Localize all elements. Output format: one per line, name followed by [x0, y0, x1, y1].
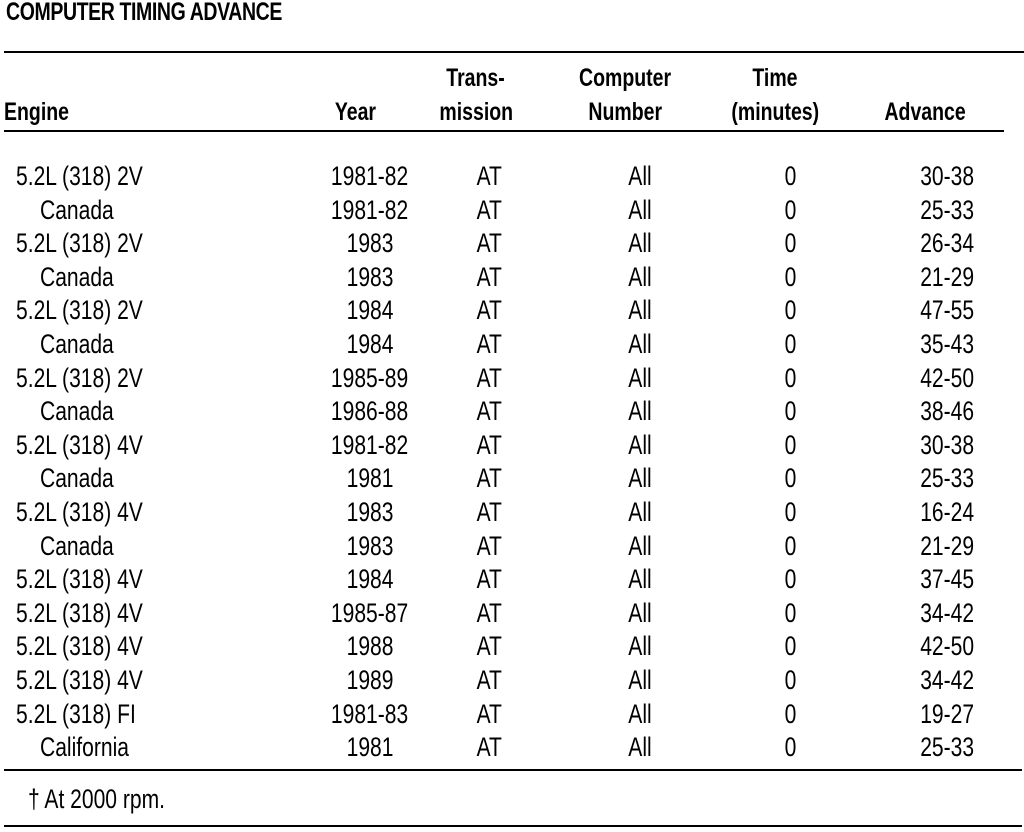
engine-cell: 5.2L (318) 4V: [16, 597, 143, 628]
advance-cell: 37-45: [920, 564, 974, 595]
footnote: † At 2000 rpm.: [28, 784, 165, 814]
transmission-cell: AT: [476, 597, 502, 628]
table-row: [0, 731, 1024, 764]
advance-cell: 26-34: [920, 228, 974, 259]
advance-cell: 25-33: [920, 732, 974, 763]
time-cell: 0: [785, 463, 797, 494]
table-row: [0, 630, 1024, 663]
header-rule: [4, 130, 1004, 132]
transmission-cell: AT: [476, 564, 502, 595]
year-cell: 1984: [346, 295, 394, 326]
transmission-cell: AT: [476, 228, 502, 259]
time-cell: 0: [785, 228, 797, 259]
year-cell: 1983: [346, 497, 394, 527]
advance-cell: 19-27: [920, 698, 974, 729]
year-cell: 1981-82: [331, 429, 409, 460]
computer-number-cell: All: [628, 194, 652, 225]
computer-number-cell: All: [628, 497, 652, 527]
time-cell: 0: [785, 194, 797, 225]
header-time-line-2: (minutes): [731, 98, 819, 126]
header-computer-line-2: Number: [588, 98, 662, 126]
header-transmission-line-2: mission: [439, 98, 513, 126]
computer-number-cell: All: [628, 732, 652, 763]
year-cell: 1984: [346, 329, 394, 359]
footnote-top-rule: [4, 769, 1022, 771]
computer-number-cell: All: [628, 665, 652, 695]
engine-cell: California: [40, 732, 129, 763]
time-cell: 0: [785, 295, 797, 326]
time-cell: 0: [785, 631, 797, 662]
transmission-cell: AT: [476, 161, 502, 191]
advance-cell: 21-29: [920, 530, 974, 561]
computer-number-cell: All: [628, 396, 652, 427]
top-rule: [4, 51, 1024, 53]
year-cell: 1989: [346, 665, 394, 695]
engine-cell: 5.2L (318) 2V: [16, 228, 143, 259]
header-transmission-line-1: Trans-: [446, 64, 506, 92]
header-computer-line-1: Computer: [578, 64, 672, 92]
time-cell: 0: [785, 161, 797, 191]
computer-number-cell: All: [628, 463, 652, 494]
engine-cell: 5.2L (318) 4V: [16, 631, 143, 662]
advance-cell: 34-42: [920, 665, 974, 695]
engine-cell: Canada: [40, 329, 114, 359]
transmission-cell: AT: [476, 698, 502, 729]
computer-number-cell: All: [628, 362, 652, 393]
table-row: [0, 462, 1024, 495]
transmission-cell: AT: [476, 665, 502, 695]
table-row: [0, 698, 1024, 731]
table-row: [0, 664, 1024, 697]
time-cell: 0: [785, 362, 797, 393]
engine-cell: 5.2L (318) 4V: [16, 665, 143, 695]
year-cell: 1981-82: [331, 161, 409, 191]
engine-cell: Canada: [40, 396, 114, 427]
transmission-cell: AT: [476, 497, 502, 527]
transmission-cell: AT: [476, 362, 502, 393]
page-title: COMPUTER TIMING ADVANCE: [6, 0, 282, 26]
header-year: Year: [334, 98, 376, 126]
engine-cell: Canada: [40, 463, 114, 494]
computer-number-cell: All: [628, 530, 652, 561]
year-cell: 1983: [346, 530, 394, 561]
computer-number-cell: All: [628, 429, 652, 460]
engine-cell: 5.2L (318) FI: [16, 698, 136, 729]
computer-number-cell: All: [628, 295, 652, 326]
transmission-cell: AT: [476, 530, 502, 561]
footnote-bottom-rule: [4, 825, 1022, 827]
year-cell: 1984: [346, 564, 394, 595]
table-row: [0, 530, 1024, 563]
year-cell: 1986-88: [331, 396, 409, 427]
advance-cell: 21-29: [920, 261, 974, 292]
table-row: [0, 294, 1024, 327]
transmission-cell: AT: [476, 732, 502, 763]
year-cell: 1981-82: [331, 194, 409, 225]
table-row: [0, 496, 1024, 529]
transmission-cell: AT: [476, 429, 502, 460]
table-row: [0, 362, 1024, 395]
computer-number-cell: All: [628, 228, 652, 259]
year-cell: 1985-87: [331, 597, 409, 628]
time-cell: 0: [785, 732, 797, 763]
advance-cell: 25-33: [920, 194, 974, 225]
table-row: [0, 328, 1024, 361]
time-cell: 0: [785, 396, 797, 427]
year-cell: 1981: [346, 732, 394, 763]
advance-cell: 30-38: [920, 429, 974, 460]
time-cell: 0: [785, 497, 797, 527]
advance-cell: 42-50: [920, 631, 974, 662]
transmission-cell: AT: [476, 194, 502, 225]
engine-cell: 5.2L (318) 2V: [16, 295, 143, 326]
year-cell: 1983: [346, 228, 394, 259]
engine-cell: Canada: [40, 530, 114, 561]
transmission-cell: AT: [476, 295, 502, 326]
engine-cell: 5.2L (318) 4V: [16, 429, 143, 460]
year-cell: 1981: [346, 463, 394, 494]
engine-cell: 5.2L (318) 4V: [16, 564, 143, 595]
transmission-cell: AT: [476, 463, 502, 494]
time-cell: 0: [785, 261, 797, 292]
engine-cell: Canada: [40, 261, 114, 292]
table-row: [0, 395, 1024, 428]
table-row: [0, 261, 1024, 294]
computer-number-cell: All: [628, 631, 652, 662]
time-cell: 0: [785, 329, 797, 359]
computer-number-cell: All: [628, 329, 652, 359]
engine-cell: 5.2L (318) 4V: [16, 497, 143, 527]
engine-cell: 5.2L (318) 2V: [16, 161, 143, 191]
transmission-cell: AT: [476, 631, 502, 662]
time-cell: 0: [785, 530, 797, 561]
advance-cell: 38-46: [920, 396, 974, 427]
computer-number-cell: All: [628, 698, 652, 729]
computer-number-cell: All: [628, 161, 652, 191]
engine-cell: 5.2L (318) 2V: [16, 362, 143, 393]
advance-cell: 34-42: [920, 597, 974, 628]
table-row: [0, 227, 1024, 260]
header-engine: Engine: [4, 98, 70, 126]
advance-cell: 25-33: [920, 463, 974, 494]
advance-cell: 47-55: [920, 295, 974, 326]
transmission-cell: AT: [476, 261, 502, 292]
table-row: [0, 429, 1024, 462]
table-row: [0, 563, 1024, 596]
computer-number-cell: All: [628, 564, 652, 595]
year-cell: 1981-83: [331, 698, 409, 729]
header-advance: Advance: [884, 98, 966, 126]
engine-cell: Canada: [40, 194, 114, 225]
advance-cell: 16-24: [920, 497, 974, 527]
header-time-line-1: Time: [752, 64, 798, 92]
transmission-cell: AT: [476, 396, 502, 427]
table-row: [0, 597, 1024, 630]
year-cell: 1985-89: [331, 362, 409, 393]
advance-cell: 30-38: [920, 161, 974, 191]
time-cell: 0: [785, 597, 797, 628]
year-cell: 1983: [346, 261, 394, 292]
advance-cell: 35-43: [920, 329, 974, 359]
advance-cell: 42-50: [920, 362, 974, 393]
table-row: [0, 160, 1024, 193]
time-cell: 0: [785, 665, 797, 695]
computer-number-cell: All: [628, 597, 652, 628]
time-cell: 0: [785, 564, 797, 595]
time-cell: 0: [785, 698, 797, 729]
table-row: [0, 194, 1024, 227]
transmission-cell: AT: [476, 329, 502, 359]
computer-number-cell: All: [628, 261, 652, 292]
year-cell: 1988: [346, 631, 394, 662]
time-cell: 0: [785, 429, 797, 460]
